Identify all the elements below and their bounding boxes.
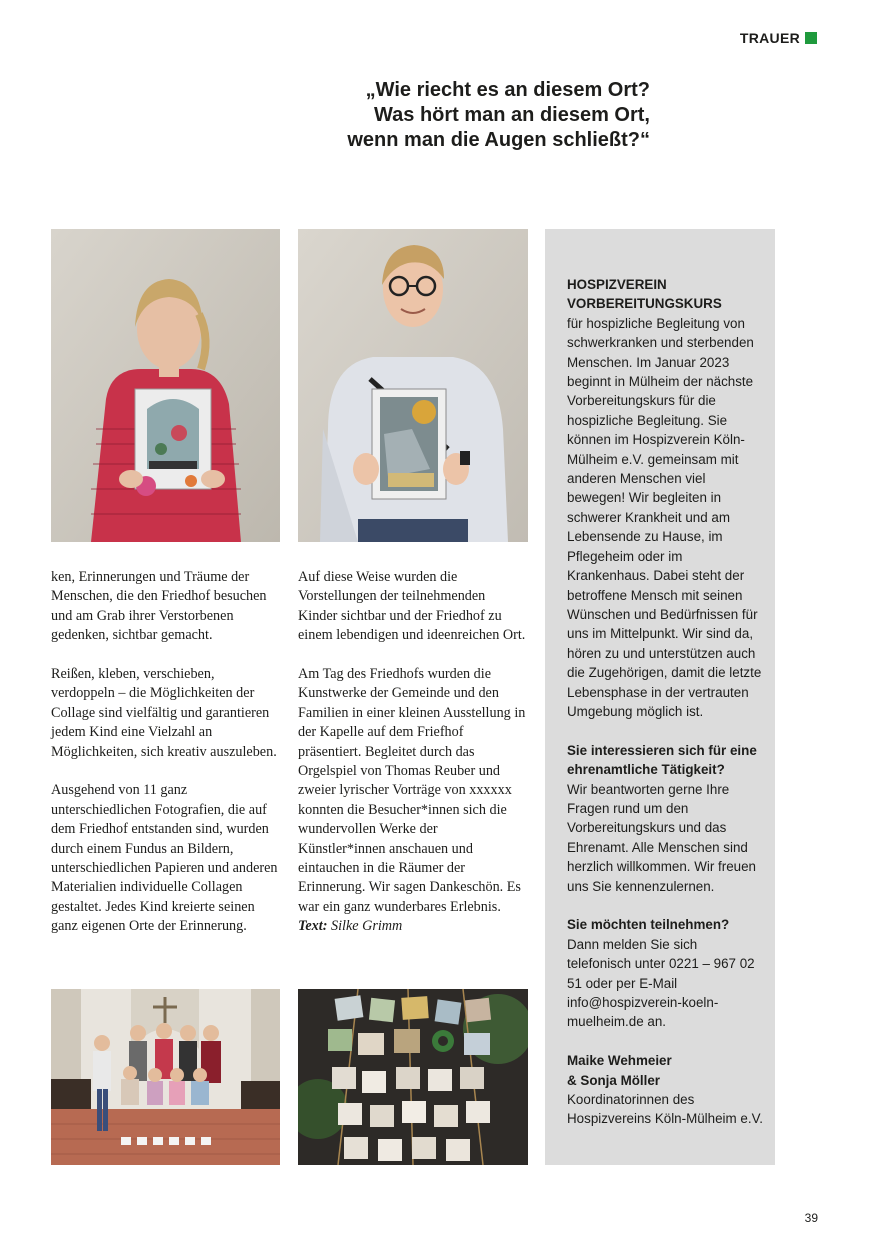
text-credit [298,917,528,936]
photo-girl-with-collage [51,229,280,542]
sidebar-text-participate: Dann melden Sie sich telefonisch unter 0221 – 967 02 51 oder per E-Mail info@hospizverein-koeln-muelheim.de an. [567,936,755,1030]
photo-boy-with-collage [298,229,528,542]
sidebar-heading-volunteer: Sie interessieren sich für eine ehrenamtliche Tätigkeit? [567,742,757,778]
article-column-1 [51,568,280,956]
page-number: 39 [804,1211,818,1225]
credit-author: Silke Grimm [330,918,403,935]
col1-paragraph-1: ken, Erinnerungen und Träume der Menschen, die den Friedhof besuchen und am Grab ihrer Verstorbenen gedenken, sichtbar gemacht. [51,569,267,644]
sidebar-heading-participate: Sie möchten teilnehmen? [567,917,730,933]
photo-collage-exhibition [298,989,528,1165]
col2-paragraph-2: Am Tag des Friedhofs wurden die Kunstwerke der Gemeinde und den Familien in einer kleinen Ausstellung in der Kapelle auf dem Friefhof präsentiert. Begleitet durch das Orgelspiel von Thomas Reuber und zweier lyrischer Vorträge von xxxxxx konnten die Besucher*innen sich die wundervollen Werke der Künstler*innen anschauen und eintauchen in die Räumer der Erinnerung. Wir sagen Dankeschön. Es war ein ganz wunderbares Erlebnis. [298,666,526,915]
sidebar-title-line-1: HOSPIZVEREIN [567,277,667,292]
photo-group-in-chapel [51,989,280,1165]
section-label-text: TRAUER [739,30,800,46]
sidebar-text-volunteer: Wir beantworten gerne Ihre Fragen rund um den Vorbereitungskurs und das Ehrenamt. Alle Menschen sind herzlich willkommen. Wir freuen uns Sie kennenzulernen. [567,781,757,894]
quote-line-2: Was hört man an diesem Ort, [374,104,650,126]
sidebar-intro-text: für hospizliche Begleitung von schwerkranken und sterbenden Menschen. Im Januar 2023 beginnt in Mülheim der nächste Vorbereitungskurs für die hospizliche Begleitung. Sie können im Hospizverein Köln-Mülheim e.V. gemeinsam mit anderen Menschen viel bewegen! Wir begleiten in schwerer Krankheit und am Lebensende zu Hause, im Pflegeheim oder im Krankenhaus. Dabei steht der betroffene Mensch mit seinen Wünschen und Bedürfnissen für uns im Mittelpunkt. Wir sind da, hören zu und unterstützen auch die Zugehörigen, damit die letzte Lebensphase in der vertrauten Umgebung möglich ist. [567,315,762,719]
pull-quote [280,78,650,153]
section-marker-square [805,32,817,44]
col2-paragraph-1: Auf diese Weise wurden die Vorstellungen der teilnehmenden Kinder sichtbar und der Friedhof zu einem lebendigen und ideenreichen Ort. [298,569,526,644]
col1-paragraph-2: Reißen, kleben, verschieben, verdoppeln – die Möglichkeiten der Collage sind vielfältig und garantieren jedem Kind eine Vielzahl an Möglichkeiten, sich kreativ auszuleben. [51,666,277,760]
credit-label: Text: [298,918,328,935]
sidebar-title-line-2: VORBEREITUNGSKURS [567,296,722,312]
info-sidebar [545,229,775,1165]
sidebar-signature-name-1: Maike Wehmeier [567,1053,672,1069]
sidebar-signature-role: Koordinatorinnen des Hospizvereins Köln-Mülheim e.V. [567,1092,763,1127]
col1-paragraph-3: Ausgehend von 11 ganz unterschiedlichen Fotografien, die auf dem Friedhof entstanden sind, wurden durch einem Fundus an Bildern, unterschiedlichen Papieren und anderen Materialien individuelle Collagen gestaltet. Jedes Kind kreierte seinen ganz eigenen Orte der Erinnerung. [51,782,278,935]
article-column-2 [298,568,528,937]
sidebar-signature-name-2: & Sonja Möller [567,1072,661,1088]
section-label [740,30,817,46]
quote-line-3: wenn man die Augen schließt?“ [347,129,650,151]
quote-line-1: „Wie riecht es an diesem Ort? [365,79,650,101]
